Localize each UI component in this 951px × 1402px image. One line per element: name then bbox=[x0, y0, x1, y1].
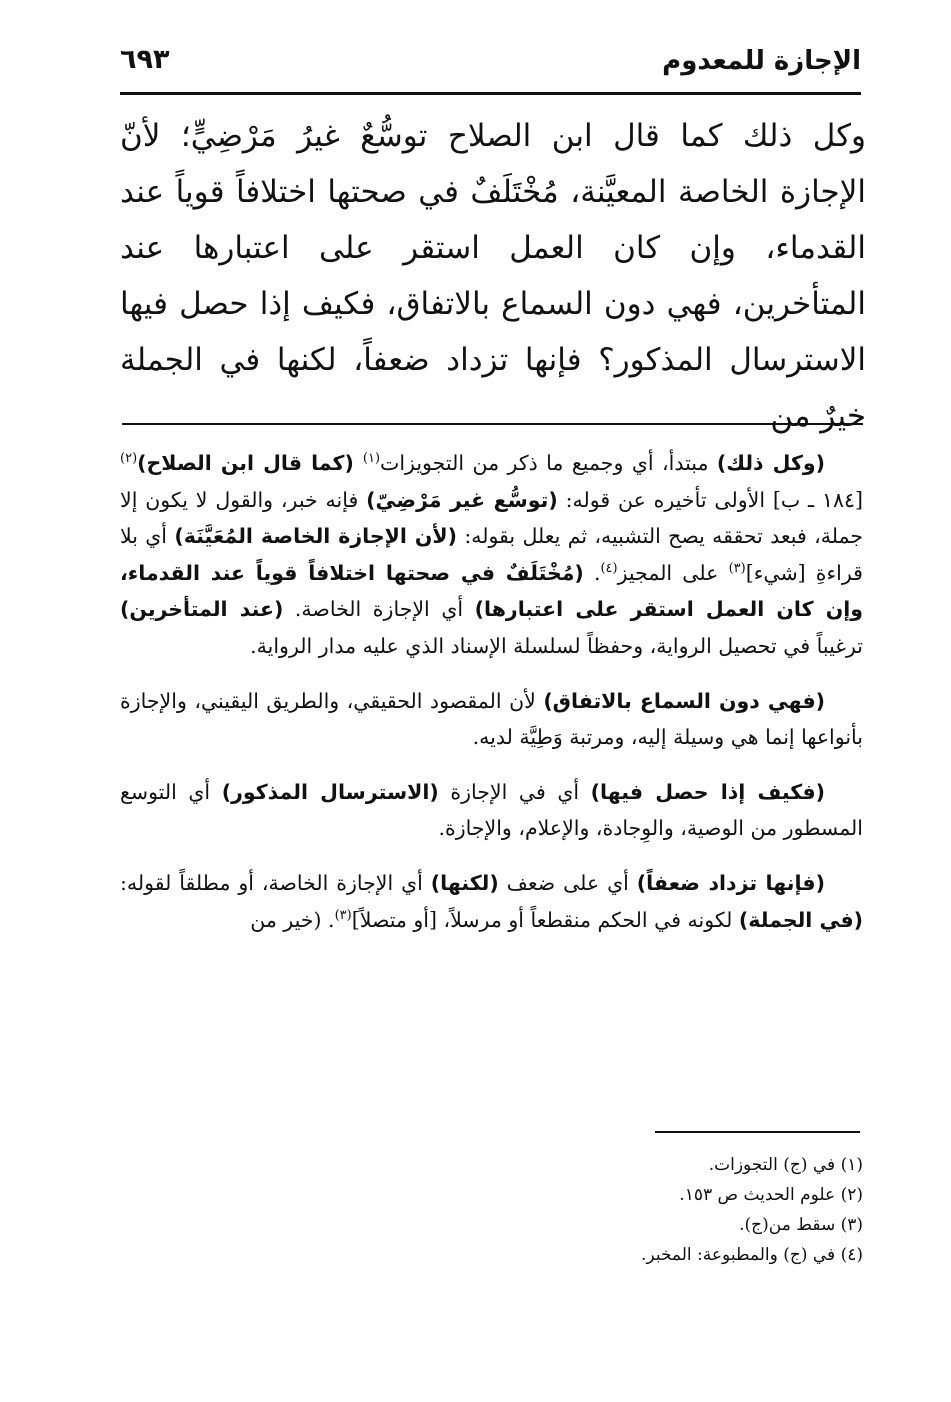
footnote: (٢) علوم الحديث ص ١٥٣. bbox=[679, 1185, 863, 1205]
commentary-paragraph bbox=[120, 683, 863, 756]
commentary-text: أي الإجازة الخاصة، أو مطلقاً لقوله: bbox=[120, 870, 431, 895]
footnote-ref: (٢) bbox=[120, 451, 138, 467]
commentary-lemma: (لأن الإجازة الخاصة المُعَيَّنَة) bbox=[174, 524, 457, 549]
footnote-separator bbox=[655, 1131, 860, 1133]
footnote: (١) في (ج) التجوزات. bbox=[708, 1155, 863, 1175]
main-text-separator bbox=[122, 423, 863, 425]
commentary-text: أي التوسع المسطور من الوصية، والوِجادة، والإعلام، والإجازة. bbox=[120, 779, 863, 841]
commentary-text: فإنه خبر، والقول لا يكون إلا جملة، فبعد تحققه يصح التشبيه، ثم يعلل بقوله: bbox=[120, 487, 864, 549]
commentary-text: لأن المقصود الحقيقي، والطريق اليقيني، والإجازة بأنواعها إنما هي وسيلة إليه، ومرتبة وَطِيَّة لديه. bbox=[120, 688, 863, 750]
footnote: (٤) في (ج) والمطبوعة: المخبر. bbox=[641, 1245, 863, 1265]
commentary-lemma: (لكنها) bbox=[430, 870, 499, 895]
footnote-ref: (٤) bbox=[600, 560, 618, 576]
footnote: (٣) سقط من(ج). bbox=[739, 1215, 863, 1235]
commentary-text: [١٨٤ ـ ب] الأولى تأخيره عن قوله: bbox=[557, 487, 863, 512]
commentary-text: أي في الإجازة bbox=[438, 779, 591, 804]
footnote-ref: (٣) bbox=[728, 560, 746, 576]
commentary-text: على المجيز bbox=[617, 560, 729, 585]
commentary-lemma: (في الجملة) bbox=[738, 907, 863, 932]
main-text: وكل ذلك كما قال ابن الصلاح توسُّعٌ غيرُ مَرْضِيٍّ؛ لأنّ الإجازة الخاصة المعيَّنة، مُخْتَلَفٌ في صحتها اختلافاً قوياً عند القدماء، وإن كان العمل استقر على اعتبارها عند المتأخرين، فهي دون السماع بالاتفاق، فكيف إذا حصل فيها الاسترسال المذكور؟ فإنها تزداد ضعفاً، لكنها في الجملة خيرٌ من bbox=[120, 118, 866, 434]
commentary-lemma: (كما قال ابن الصلاح) bbox=[137, 451, 363, 475]
commentary-paragraph bbox=[120, 865, 863, 938]
commentary-lemma: (فإنها تزداد ضعفاً) bbox=[636, 870, 825, 895]
commentary-text: ترغيباً في تحصيل الرواية، وحفظاً لسلسلة الإسناد الذي عليه مدار الرواية. bbox=[250, 633, 863, 658]
header-rule bbox=[120, 92, 861, 95]
running-title: الإجازة للمعدوم bbox=[662, 46, 861, 76]
commentary-text: أي الإجازة الخاصة. bbox=[283, 597, 475, 622]
commentary-text: . (خير من bbox=[250, 907, 335, 932]
commentary-paragraph bbox=[120, 445, 863, 665]
commentary-text: لكونه في الحكم منقطعاً أو مرسلاً، [أو متصلاً] bbox=[351, 907, 739, 932]
commentary-lemma: (عند المتأخرين) bbox=[120, 597, 284, 622]
commentary-text: أي بلا قراءةِ [شيء] bbox=[120, 524, 863, 585]
commentary-text: . bbox=[583, 560, 601, 585]
running-head bbox=[120, 40, 861, 90]
commentary-text: أي على ضعف bbox=[498, 870, 637, 895]
commentary-lemma: (الاسترسال المذكور) bbox=[221, 779, 439, 804]
commentary-paragraph bbox=[120, 774, 863, 847]
footnote-ref: (١) bbox=[362, 451, 381, 467]
commentary-text: مبتدأ، أي وجميع ما ذكر من التجويزات bbox=[380, 451, 717, 475]
footnotes bbox=[120, 1150, 863, 1270]
commentary-lemma: (فكيف إذا حصل فيها) bbox=[590, 779, 825, 804]
commentary-lemma: (فهي دون السماع بالاتفاق) bbox=[543, 688, 825, 713]
commentary-lemma: (مُخْتَلَفٌ في صحتها اختلافاً قوياً عند القدماء، وإن كان العمل استقر على اعتبارها) bbox=[120, 560, 863, 622]
commentary-lemma: (توسُّع غير مَرْضِيّ) bbox=[366, 487, 558, 512]
commentary-lemma: (وكل ذلك) bbox=[716, 451, 825, 475]
page-number: ٦٩٣ bbox=[120, 44, 170, 75]
footnote-ref: (٣) bbox=[334, 907, 352, 923]
commentary bbox=[120, 445, 863, 956]
